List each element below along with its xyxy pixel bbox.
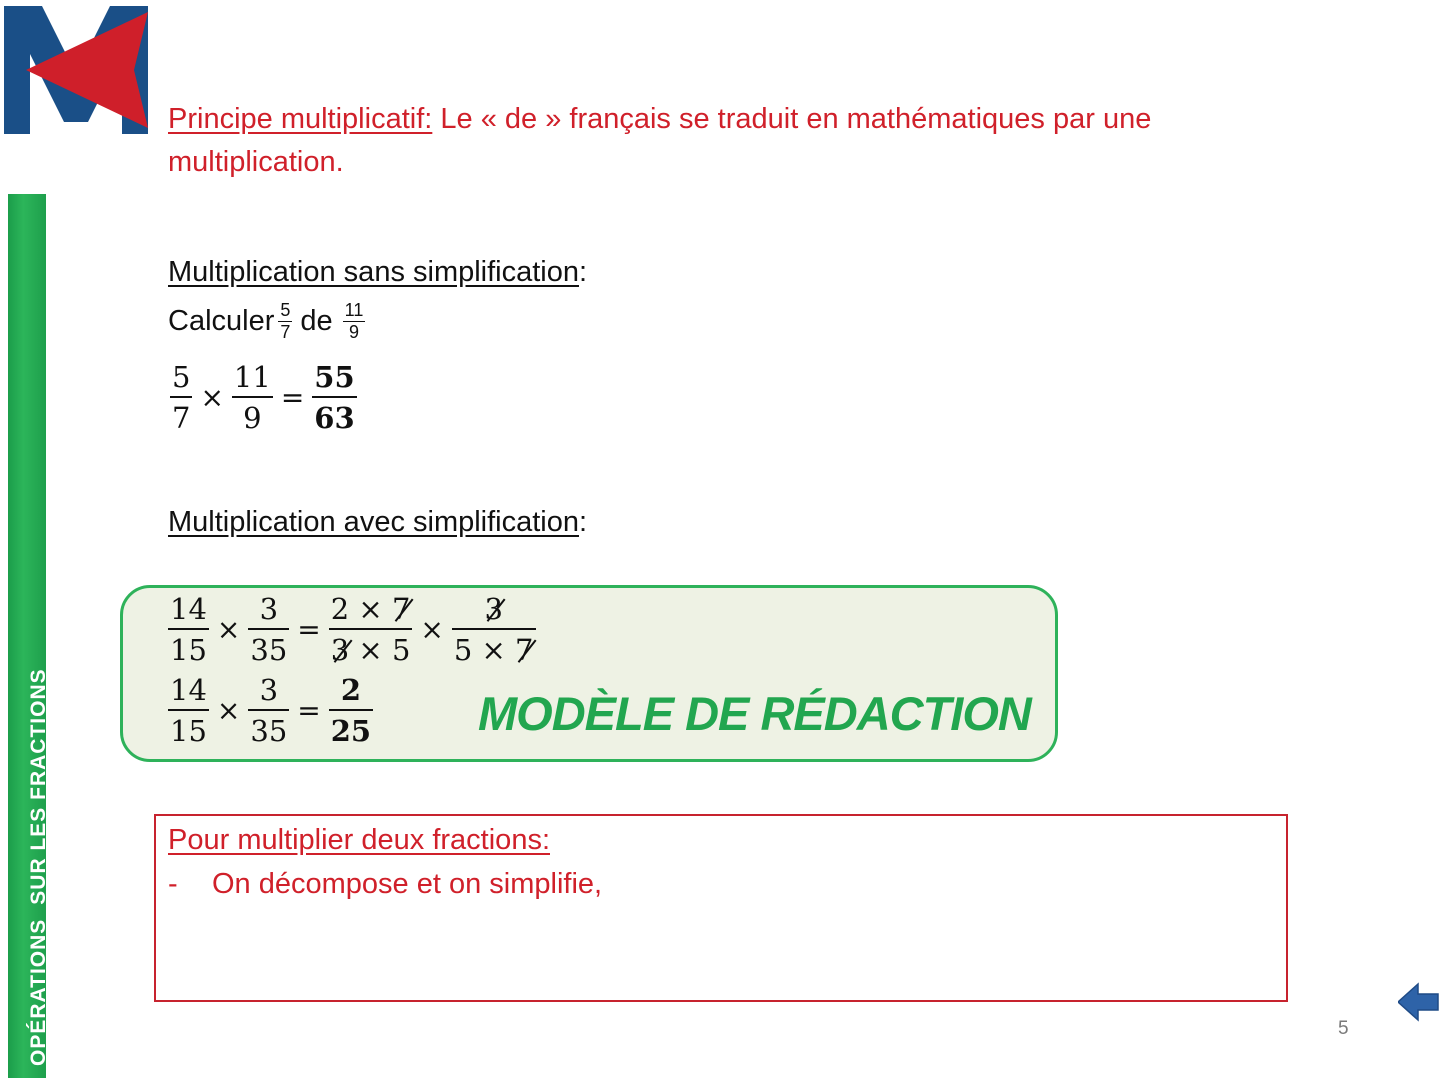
eq3-fraction-b-den: 35 xyxy=(250,714,288,748)
sidebar-title-part2: SUR LES FRACTIONS xyxy=(27,668,50,905)
times-sign: × xyxy=(420,613,444,646)
calculate-line xyxy=(168,300,369,343)
decomposed-fraction-1 xyxy=(329,592,413,667)
eq3-result-num: 2 xyxy=(340,673,362,707)
eq3-result-den: 25 xyxy=(330,714,372,748)
eq1-fraction-b-num: 11 xyxy=(233,360,271,394)
eq1-fraction-a-num: 5 xyxy=(172,360,191,394)
sidebar-title xyxy=(27,668,51,1066)
eq3-fraction-a xyxy=(168,673,209,748)
rule-item-1 xyxy=(168,868,602,901)
section1-heading xyxy=(168,256,587,289)
rule-item-1-text: On décompose et on simplifie, xyxy=(212,868,603,900)
decomposed-fraction-2 xyxy=(452,592,536,667)
calc-fraction-a xyxy=(278,300,292,343)
section2-heading-colon: : xyxy=(579,506,588,538)
eq3-result xyxy=(329,673,373,748)
decomp2-num-crossed: 3 xyxy=(484,592,503,626)
section1-heading-text: Multiplication sans simplification xyxy=(168,256,579,288)
eq1-result xyxy=(312,360,356,435)
sidebar-title-part1: OPÉRATIONS xyxy=(27,918,50,1066)
decomp1-den-a-crossed: 3 xyxy=(330,633,350,667)
decomp1-num-b-crossed: 7 xyxy=(391,592,411,626)
eq1-fraction-a-den: 7 xyxy=(172,401,191,435)
calc-fraction-b-num: 11 xyxy=(344,300,364,320)
calc-fraction-b-den: 9 xyxy=(348,322,359,342)
eq3-fraction-a-num: 14 xyxy=(170,673,207,707)
eq1-fraction-a xyxy=(170,360,192,435)
eq2-fraction-a-num: 14 xyxy=(170,592,207,626)
eq1-fraction-b xyxy=(232,360,273,435)
equals-sign: = xyxy=(280,381,305,414)
eq3-fraction-b-num: 3 xyxy=(259,673,279,707)
eq3-fraction-a-den: 15 xyxy=(170,714,207,748)
calc-fraction-a-num: 5 xyxy=(280,300,291,320)
equation-1 xyxy=(166,360,361,435)
eq1-result-den: 63 xyxy=(314,401,355,435)
decomp2-den-a: 5 × xyxy=(453,633,506,667)
principle-body: Le « de » français se traduit en mathématiques par une multiplication. xyxy=(168,103,1152,178)
calc-fraction-a-den: 7 xyxy=(280,322,291,342)
principle-label: Principe multiplicatif: xyxy=(168,103,433,135)
back-arrow-icon[interactable] xyxy=(1398,982,1440,1022)
rule-title: Pour multiplier deux fractions: xyxy=(168,824,550,856)
section2-heading-text: Multiplication avec simplification xyxy=(168,506,579,538)
section2-heading xyxy=(168,506,587,539)
times-sign: × xyxy=(200,381,224,414)
calc-word: Calculer xyxy=(168,305,275,337)
principle-text xyxy=(168,98,1288,184)
eq2-fraction-b xyxy=(248,592,289,667)
eq2-fraction-b-num: 3 xyxy=(259,592,279,626)
section1-heading-colon: : xyxy=(579,256,588,288)
rule-dash: - xyxy=(168,868,178,900)
equals-sign: = xyxy=(297,694,321,727)
page-number: 5 xyxy=(1338,1018,1349,1039)
times-sign: × xyxy=(216,694,241,727)
equation-2 xyxy=(164,592,540,667)
decomp1-den-b: × 5 xyxy=(358,633,411,667)
eq2-fraction-a-den: 15 xyxy=(170,633,207,667)
times-sign: × xyxy=(216,613,241,646)
eq3-fraction-b xyxy=(248,673,289,748)
m-logo-icon xyxy=(2,4,150,134)
de-word: de xyxy=(300,305,333,337)
equation-3 xyxy=(164,673,377,748)
equals-sign: = xyxy=(297,613,321,646)
decomp1-num-a: 2 × xyxy=(330,592,383,626)
eq1-fraction-b-den: 9 xyxy=(243,401,262,435)
decomp2-den-b-crossed: 7 xyxy=(515,633,534,667)
eq2-fraction-a xyxy=(168,592,209,667)
eq1-result-num: 55 xyxy=(314,360,355,394)
model-title: MODÈLE DE RÉDACTION xyxy=(478,687,1031,740)
calc-fraction-b xyxy=(343,300,366,343)
eq2-fraction-b-den: 35 xyxy=(250,633,288,667)
